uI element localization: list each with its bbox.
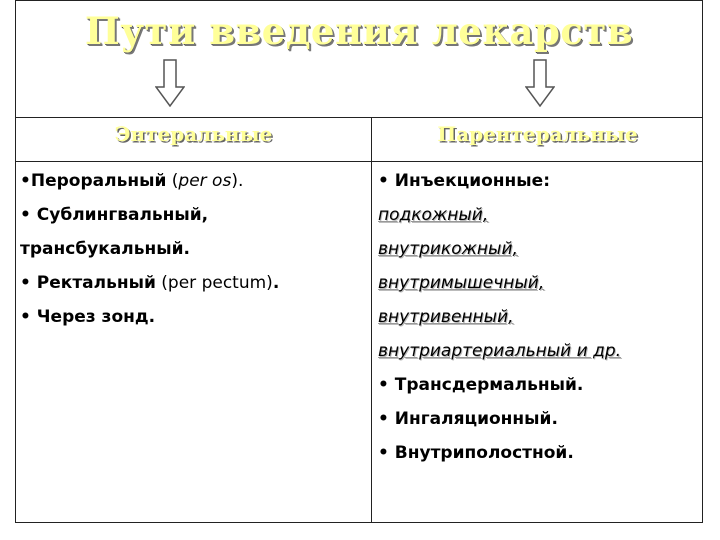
paren-close: ). (231, 171, 244, 191)
bullet: • (20, 205, 37, 225)
enteral-list (20, 164, 365, 334)
list-item (378, 402, 700, 436)
parenteral-list (378, 164, 700, 470)
bullet: • (378, 443, 395, 463)
transbuccal-route: трансбукальный. (20, 239, 190, 259)
subcutaneous-route: подкожный, (378, 205, 489, 225)
injection-route: Инъекционные: (394, 171, 550, 191)
intradermal-route: внутрикожный, (378, 239, 518, 259)
routes-table (15, 0, 703, 523)
bullet: • (20, 307, 37, 327)
intraarterial-route: внутриартериальный и др. (378, 341, 622, 361)
oral-route: Пероральный (30, 171, 167, 191)
page-title: Пути введения лекарств (84, 9, 634, 53)
down-arrow-icon (525, 59, 555, 107)
intravenous-route: внутривенный, (378, 307, 514, 327)
rectal-latin: (per pectum) (155, 273, 273, 293)
list-item (20, 300, 365, 334)
column-divider (371, 117, 372, 522)
divider (16, 117, 702, 118)
list-item (20, 198, 365, 232)
inhalation-route: Ингаляционный. (394, 409, 558, 429)
rectal-route: Ректальный (36, 273, 156, 293)
list-item (378, 164, 700, 198)
list-item-continuation (20, 232, 365, 266)
sub-item (378, 232, 700, 266)
sub-item (378, 334, 700, 368)
sub-item (378, 198, 700, 232)
divider (16, 161, 702, 162)
bullet: • (378, 171, 395, 191)
bullet: • (20, 171, 31, 191)
oral-latin: per os (178, 171, 232, 191)
list-item (20, 266, 365, 300)
list-item (20, 164, 365, 198)
list-item (378, 368, 700, 402)
bullet: • (378, 409, 395, 429)
intramuscular-route: внутримышечный, (378, 273, 545, 293)
transdermal-route: Трансдермальный. (394, 375, 584, 395)
paren-open: ( (166, 171, 179, 191)
parenteral-header: Парентеральные (437, 122, 638, 146)
bullet: • (378, 375, 395, 395)
down-arrow-icon (155, 59, 185, 107)
bullet: • (20, 273, 37, 293)
list-item (378, 436, 700, 470)
tube-route: Через зонд. (36, 307, 156, 327)
enteral-header: Энтеральные (114, 122, 273, 146)
sublingual-route: Сублингвальный, (36, 205, 209, 225)
rectal-end: . (272, 273, 280, 293)
sub-item (378, 266, 700, 300)
sub-item (378, 300, 700, 334)
intracavitary-route: Внутриполостной. (394, 443, 574, 463)
